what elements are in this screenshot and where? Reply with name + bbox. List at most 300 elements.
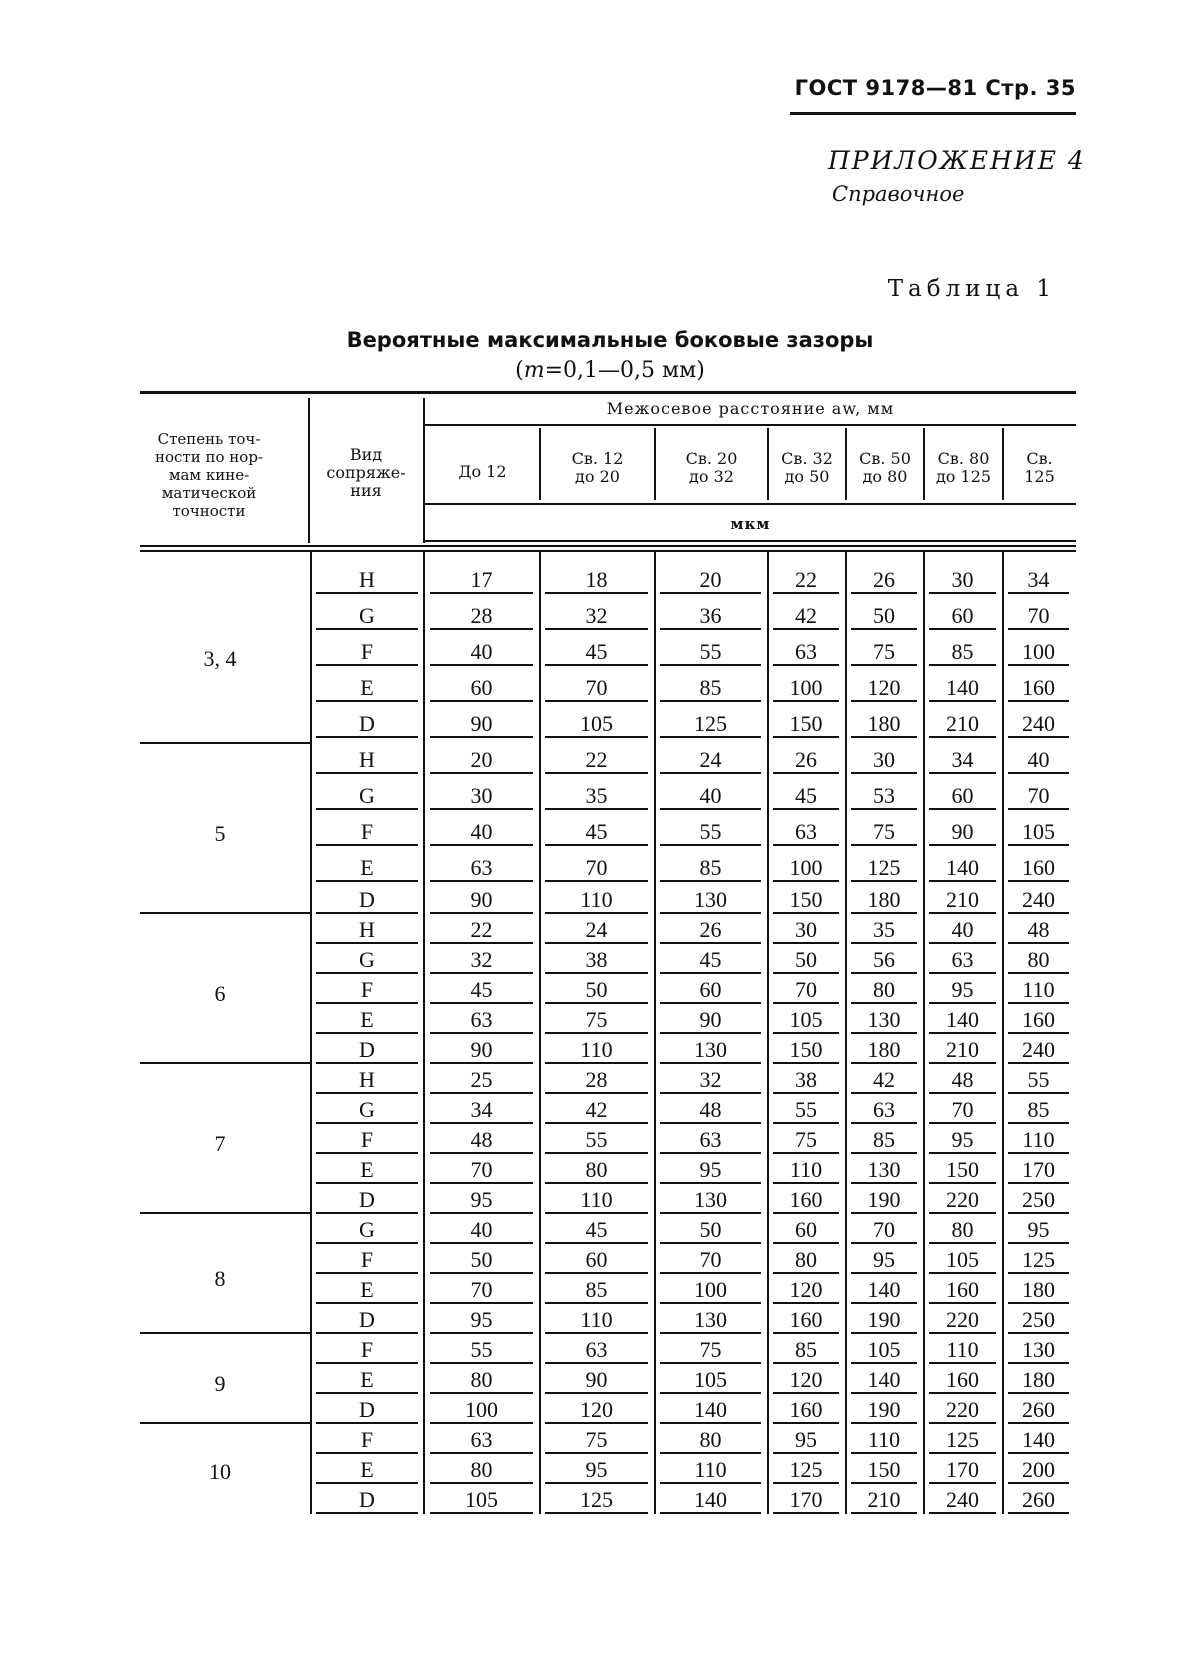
value-cell: 180 (851, 712, 917, 738)
value-cell: 140 (851, 1278, 917, 1304)
value-cell: 140 (660, 1488, 761, 1514)
body-vline-col (767, 552, 769, 1514)
value-cell: 180 (1008, 1278, 1069, 1304)
mating-type-cell: E (316, 1278, 418, 1304)
value-cell: 60 (773, 1218, 839, 1244)
grade-header-line: матической (161, 484, 257, 502)
value-cell: 42 (851, 1068, 917, 1094)
value-cell: 24 (545, 918, 648, 944)
value-cell: 250 (1008, 1308, 1069, 1334)
value-cell: 95 (545, 1458, 648, 1484)
value-cell: 56 (851, 948, 917, 974)
value-cell: 150 (773, 888, 839, 914)
accuracy-grade: 7 (214, 1131, 226, 1156)
value-cell: 50 (430, 1248, 533, 1274)
value-cell: 150 (773, 712, 839, 738)
body-vline-col (654, 552, 656, 1514)
value-cell: 63 (773, 640, 839, 666)
table-top-rule (140, 391, 1076, 394)
value-cell: 50 (660, 1218, 761, 1244)
mating-type-cell: G (316, 1218, 418, 1244)
group-separator (140, 912, 310, 914)
type-header-line: сопряже- (326, 463, 406, 482)
header-bottom-rule-3 (140, 550, 1076, 552)
value-cell: 40 (660, 784, 761, 810)
mating-type-cell: F (316, 1338, 418, 1364)
value-cell: 160 (929, 1278, 996, 1304)
value-cell: 26 (851, 568, 917, 594)
value-cell: 110 (929, 1338, 996, 1364)
value-cell: 50 (851, 604, 917, 630)
value-cell: 150 (929, 1158, 996, 1184)
value-cell: 80 (1008, 948, 1069, 974)
value-cell: 70 (660, 1248, 761, 1274)
value-cell: 45 (545, 640, 648, 666)
accuracy-grade: 6 (214, 981, 226, 1006)
grade-header-line: точности (172, 502, 246, 520)
value-cell: 100 (660, 1278, 761, 1304)
mating-type-cell: F (316, 820, 418, 846)
value-cell: 140 (851, 1368, 917, 1394)
range-header-4: до 50 (784, 467, 830, 486)
value-cell: 50 (545, 978, 648, 1004)
value-cell: 210 (851, 1488, 917, 1514)
value-cell: 70 (773, 978, 839, 1004)
mating-type-cell: E (316, 1458, 418, 1484)
value-cell: 30 (851, 748, 917, 774)
value-cell: 210 (929, 1038, 996, 1064)
value-cell: 110 (545, 1308, 648, 1334)
value-cell: 75 (773, 1128, 839, 1154)
mating-type-cell: E (316, 676, 418, 702)
value-cell: 55 (430, 1338, 533, 1364)
value-cell: 80 (430, 1458, 533, 1484)
subtitle-range: =0,1—0,5 мм) (544, 358, 705, 383)
mating-type-cell: G (316, 604, 418, 630)
value-cell: 75 (545, 1428, 648, 1454)
value-cell: 130 (660, 1188, 761, 1214)
mating-type-cell: F (316, 1128, 418, 1154)
value-cell: 110 (851, 1428, 917, 1454)
mating-type-cell: G (316, 948, 418, 974)
value-cell: 110 (545, 1188, 648, 1214)
value-cell: 63 (430, 1008, 533, 1034)
value-cell: 32 (430, 948, 533, 974)
value-cell: 80 (773, 1248, 839, 1274)
value-cell: 60 (545, 1248, 648, 1274)
value-cell: 100 (430, 1398, 533, 1424)
range-header-rule (425, 503, 1076, 505)
value-cell: 85 (660, 676, 761, 702)
range-header-3: Св. 20 (685, 449, 738, 468)
value-cell: 260 (1008, 1398, 1069, 1424)
appendix-subtitle: Справочное (832, 182, 965, 206)
value-cell: 55 (773, 1098, 839, 1124)
distance-header-rule (425, 424, 1076, 426)
value-cell: 220 (929, 1308, 996, 1334)
value-cell: 48 (660, 1098, 761, 1124)
value-cell: 160 (773, 1308, 839, 1334)
value-cell: 160 (929, 1368, 996, 1394)
value-cell: 95 (773, 1428, 839, 1454)
accuracy-grade: 3, 4 (203, 646, 237, 671)
mating-type-cell: F (316, 1428, 418, 1454)
value-cell: 110 (545, 1038, 648, 1064)
value-cell: 45 (545, 820, 648, 846)
value-cell: 28 (545, 1068, 648, 1094)
value-cell: 24 (660, 748, 761, 774)
mating-type-cell: D (316, 1398, 418, 1424)
value-cell: 125 (773, 1458, 839, 1484)
body-vline-data (423, 552, 425, 1514)
value-cell: 95 (1008, 1218, 1069, 1244)
value-cell: 63 (430, 1428, 533, 1454)
value-cell: 70 (545, 676, 648, 702)
group-separator (140, 1062, 310, 1064)
value-cell: 125 (1008, 1248, 1069, 1274)
value-cell: 260 (1008, 1488, 1069, 1514)
value-cell: 105 (545, 712, 648, 738)
body-vline-col (539, 552, 541, 1514)
accuracy-grade: 10 (209, 1459, 231, 1484)
value-cell: 53 (851, 784, 917, 810)
value-cell: 220 (929, 1188, 996, 1214)
value-cell: 105 (773, 1008, 839, 1034)
value-cell: 45 (430, 978, 533, 1004)
value-cell: 40 (929, 918, 996, 944)
value-cell: 70 (1008, 604, 1069, 630)
mating-type-cell: F (316, 640, 418, 666)
value-cell: 50 (773, 948, 839, 974)
value-cell: 240 (1008, 712, 1069, 738)
value-cell: 130 (1008, 1338, 1069, 1364)
value-cell: 130 (660, 1038, 761, 1064)
value-cell: 125 (545, 1488, 648, 1514)
range-header-2: до 20 (575, 467, 620, 486)
value-cell: 30 (430, 784, 533, 810)
value-cell: 22 (773, 568, 839, 594)
mating-type-cell: D (316, 1488, 418, 1514)
value-cell: 110 (773, 1158, 839, 1184)
value-cell: 200 (1008, 1458, 1069, 1484)
mating-type-cell: D (316, 712, 418, 738)
header-rule (790, 112, 1076, 115)
group-separator (140, 1422, 310, 1424)
value-cell: 120 (773, 1368, 839, 1394)
value-cell: 60 (929, 784, 996, 810)
value-cell: 90 (430, 712, 533, 738)
value-cell: 70 (851, 1218, 917, 1244)
value-cell: 90 (430, 888, 533, 914)
value-cell: 120 (545, 1398, 648, 1424)
value-cell: 40 (430, 640, 533, 666)
mating-type-cell: D (316, 1188, 418, 1214)
mating-type-cell: F (316, 978, 418, 1004)
value-cell: 170 (1008, 1158, 1069, 1184)
value-cell: 170 (773, 1488, 839, 1514)
value-cell: 140 (929, 856, 996, 882)
value-cell: 130 (660, 888, 761, 914)
value-cell: 35 (545, 784, 648, 810)
value-cell: 70 (430, 1158, 533, 1184)
value-cell: 17 (430, 568, 533, 594)
accuracy-grade: 5 (214, 821, 226, 846)
value-cell: 105 (1008, 820, 1069, 846)
value-cell: 95 (929, 978, 996, 1004)
value-cell: 105 (929, 1248, 996, 1274)
body-vline-col (1002, 552, 1004, 1514)
value-cell: 85 (545, 1278, 648, 1304)
value-cell: 75 (851, 820, 917, 846)
value-cell: 80 (929, 1218, 996, 1244)
value-cell: 125 (660, 712, 761, 738)
value-cell: 80 (851, 978, 917, 1004)
value-cell: 45 (545, 1218, 648, 1244)
value-cell: 63 (929, 948, 996, 974)
value-cell: 34 (430, 1098, 533, 1124)
value-cell: 85 (660, 856, 761, 882)
value-cell: 150 (851, 1458, 917, 1484)
value-cell: 34 (1008, 568, 1069, 594)
value-cell: 240 (1008, 1038, 1069, 1064)
value-cell: 48 (1008, 918, 1069, 944)
value-cell: 95 (430, 1188, 533, 1214)
value-cell: 38 (773, 1068, 839, 1094)
value-cell: 140 (660, 1398, 761, 1424)
value-cell: 90 (430, 1038, 533, 1064)
value-cell: 105 (851, 1338, 917, 1364)
value-cell: 18 (545, 568, 648, 594)
value-cell: 75 (851, 640, 917, 666)
value-cell: 95 (929, 1128, 996, 1154)
value-cell: 110 (660, 1458, 761, 1484)
distance-header: Межосевое расстояние aw, мм (606, 399, 895, 418)
value-cell: 180 (1008, 1368, 1069, 1394)
value-cell: 40 (430, 1218, 533, 1244)
mating-type-cell: G (316, 784, 418, 810)
value-cell: 63 (660, 1128, 761, 1154)
value-cell: 48 (929, 1068, 996, 1094)
range-header-5: до 80 (862, 467, 908, 486)
value-cell: 42 (545, 1098, 648, 1124)
type-header-line: Вид (349, 445, 383, 464)
body-vline-col (923, 552, 925, 1514)
value-cell: 36 (660, 604, 761, 630)
value-cell: 110 (545, 888, 648, 914)
value-cell: 125 (851, 856, 917, 882)
value-cell: 55 (660, 820, 761, 846)
range-header-4: Св. 32 (781, 449, 833, 468)
value-cell: 63 (430, 856, 533, 882)
range-header-1: До 12 (458, 462, 507, 481)
mating-type-cell: E (316, 1368, 418, 1394)
value-cell: 26 (773, 748, 839, 774)
value-cell: 63 (851, 1098, 917, 1124)
value-cell: 160 (1008, 676, 1069, 702)
value-cell: 60 (660, 978, 761, 1004)
value-cell: 210 (929, 888, 996, 914)
value-cell: 140 (929, 1008, 996, 1034)
value-cell: 240 (1008, 888, 1069, 914)
group-separator (140, 1332, 310, 1334)
value-cell: 22 (545, 748, 648, 774)
value-cell: 120 (851, 676, 917, 702)
value-cell: 125 (929, 1428, 996, 1454)
value-cell: 30 (773, 918, 839, 944)
mating-type-cell: E (316, 856, 418, 882)
value-cell: 38 (545, 948, 648, 974)
value-cell: 70 (545, 856, 648, 882)
value-cell: 40 (1008, 748, 1069, 774)
value-cell: 28 (430, 604, 533, 630)
page-header: ГОСТ 9178—81 Стр. 35 (794, 76, 1076, 100)
value-cell: 70 (929, 1098, 996, 1124)
mating-type-cell: F (316, 1248, 418, 1274)
accuracy-grade: 8 (214, 1266, 226, 1291)
table-label: Таблица 1 (887, 276, 1056, 302)
value-cell: 85 (773, 1338, 839, 1364)
range-header-7: 125 (1024, 467, 1055, 486)
value-cell: 95 (430, 1308, 533, 1334)
value-cell: 130 (851, 1158, 917, 1184)
value-cell: 20 (660, 568, 761, 594)
value-cell: 160 (773, 1398, 839, 1424)
value-cell: 80 (545, 1158, 648, 1184)
value-cell: 190 (851, 1398, 917, 1424)
group-separator (140, 1212, 310, 1214)
mating-type-cell: H (316, 1068, 418, 1094)
header-bottom-rule-2 (140, 545, 1076, 547)
value-cell: 100 (773, 856, 839, 882)
range-header-5: Св. 50 (859, 449, 911, 468)
value-cell: 22 (430, 918, 533, 944)
mating-type-cell: D (316, 1308, 418, 1334)
value-cell: 130 (851, 1008, 917, 1034)
group-separator (140, 742, 310, 744)
value-cell: 45 (773, 784, 839, 810)
value-cell: 105 (660, 1368, 761, 1394)
value-cell: 60 (430, 676, 533, 702)
value-cell: 250 (1008, 1188, 1069, 1214)
value-cell: 40 (430, 820, 533, 846)
mating-type-cell: E (316, 1158, 418, 1184)
mating-type-cell: G (316, 1098, 418, 1124)
value-cell: 160 (773, 1188, 839, 1214)
value-cell: 25 (430, 1068, 533, 1094)
value-cell: 63 (773, 820, 839, 846)
value-cell: 75 (660, 1338, 761, 1364)
value-cell: 34 (929, 748, 996, 774)
value-cell: 48 (430, 1128, 533, 1154)
type-header-line: ния (350, 481, 382, 500)
grade-header-line: Степень точ- (157, 430, 261, 448)
value-cell: 90 (545, 1368, 648, 1394)
subtitle-module-symbol: m (523, 358, 545, 383)
mating-type-cell: E (316, 1008, 418, 1034)
value-cell: 220 (929, 1398, 996, 1424)
value-cell: 35 (851, 918, 917, 944)
value-cell: 110 (1008, 978, 1069, 1004)
value-cell: 190 (851, 1188, 917, 1214)
value-cell: 100 (773, 676, 839, 702)
value-cell: 120 (773, 1278, 839, 1304)
value-cell: 190 (851, 1308, 917, 1334)
value-cell: 150 (773, 1038, 839, 1064)
value-cell: 30 (929, 568, 996, 594)
value-cell: 70 (430, 1278, 533, 1304)
value-cell: 95 (851, 1248, 917, 1274)
value-cell: 32 (660, 1068, 761, 1094)
value-cell: 55 (660, 640, 761, 666)
value-cell: 85 (929, 640, 996, 666)
value-cell: 110 (1008, 1128, 1069, 1154)
value-cell: 160 (1008, 1008, 1069, 1034)
body-vline-col (845, 552, 847, 1514)
value-cell: 105 (430, 1488, 533, 1514)
subtitle-prefix: ( (515, 358, 524, 383)
value-cell: 90 (929, 820, 996, 846)
value-cell: 80 (430, 1368, 533, 1394)
value-cell: 75 (545, 1008, 648, 1034)
mating-type-cell: H (316, 748, 418, 774)
mating-type-cell: D (316, 888, 418, 914)
value-cell: 60 (929, 604, 996, 630)
mating-type-cell: H (316, 918, 418, 944)
range-header-7: Св. (1026, 449, 1053, 468)
grade-header-line: ности по нор- (155, 448, 263, 466)
value-cell: 32 (545, 604, 648, 630)
mating-type-cell: D (316, 1038, 418, 1064)
value-cell: 55 (545, 1128, 648, 1154)
value-cell: 55 (1008, 1068, 1069, 1094)
value-cell: 180 (851, 888, 917, 914)
value-cell: 80 (660, 1428, 761, 1454)
value-cell: 90 (660, 1008, 761, 1034)
range-header-3: до 32 (689, 467, 734, 486)
table-subtitle (300, 358, 920, 383)
mating-type-cell: H (316, 568, 418, 594)
appendix-title: ПРИЛОЖЕНИЕ 4 (828, 146, 1086, 175)
range-header-2: Св. 12 (571, 449, 624, 468)
body-vline-type (310, 552, 312, 1514)
value-cell: 63 (545, 1338, 648, 1364)
value-cell: 20 (430, 748, 533, 774)
value-cell: 26 (660, 918, 761, 944)
value-cell: 180 (851, 1038, 917, 1064)
range-header-6: Св. 80 (937, 449, 990, 468)
value-cell: 70 (1008, 784, 1069, 810)
unit-header: мкм (730, 515, 771, 533)
range-header-6: до 125 (935, 467, 992, 486)
value-cell: 160 (1008, 856, 1069, 882)
value-cell: 140 (1008, 1428, 1069, 1454)
value-cell: 100 (1008, 640, 1069, 666)
value-cell: 42 (773, 604, 839, 630)
value-cell: 240 (929, 1488, 996, 1514)
value-cell: 95 (660, 1158, 761, 1184)
value-cell: 210 (929, 712, 996, 738)
value-cell: 130 (660, 1308, 761, 1334)
value-cell: 45 (660, 948, 761, 974)
header-bottom-rule-1 (425, 540, 1076, 542)
grade-header-line: мам кине- (168, 466, 250, 484)
value-cell: 85 (851, 1128, 917, 1154)
value-cell: 170 (929, 1458, 996, 1484)
table-title: Вероятные максимальные боковые зазоры (346, 328, 874, 352)
value-cell: 140 (929, 676, 996, 702)
value-cell: 85 (1008, 1098, 1069, 1124)
accuracy-grade: 9 (214, 1371, 226, 1396)
